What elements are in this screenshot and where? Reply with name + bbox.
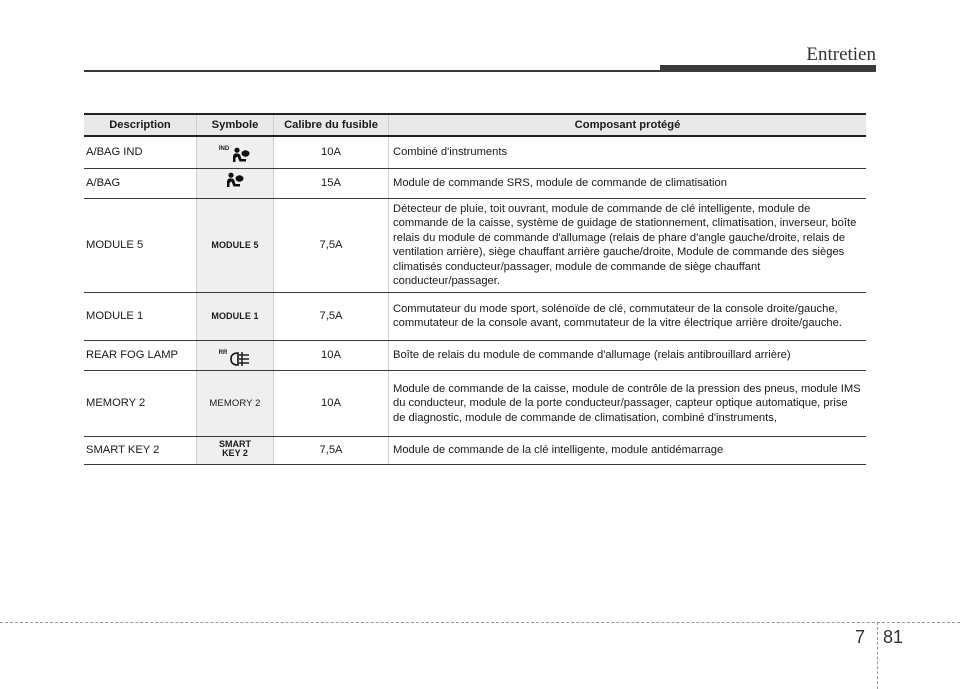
cell-protected-component: Module de commande de la caisse, module de contrôle de la pression des pneus, module IMS du conducteur, module de la porte conducteur/passager, capteur optique automatique, prise de diagnostic, module de commande de climatisation, combiné d'instruments, [389,370,867,436]
table-row [84,436,866,464]
cell-fuse-rating: 10A [274,370,389,436]
cell-protected-component: Combiné d'instruments [389,136,867,169]
fuse-table [84,113,866,465]
page-number: 81 [883,627,904,647]
cell-fuse-rating: 10A [274,340,389,370]
cell-fuse-rating: 15A [274,169,389,199]
table-row [84,136,866,169]
cell-description: SMART KEY 2 [84,436,197,464]
cell-symbol [197,136,274,169]
airbag-icon [224,172,246,190]
symbol-label: MEMORY 2 [209,398,261,410]
cell-protected-component: Boîte de relais du module de commande d'allumage (relais antibrouillard arrière) [389,340,867,370]
page-header-title: Entretien [806,44,876,65]
symbol-tag: IND [218,146,230,152]
table-row [84,292,866,340]
table-header-row [84,114,866,136]
footer-page-separator [877,622,878,689]
cell-symbol [197,169,274,199]
airbag-ind-icon [231,147,251,165]
symbol-label [219,440,251,459]
cell-symbol [197,292,274,340]
cell-description: A/BAG IND [84,136,197,169]
cell-symbol [197,436,274,464]
rear-fog-lamp-icon [229,351,251,367]
cell-symbol [197,340,274,370]
cell-symbol [197,370,274,436]
cell-fuse-rating: 10A [274,136,389,169]
cell-description: MEMORY 2 [84,370,197,436]
cell-symbol [197,198,274,292]
cell-description: MODULE 1 [84,292,197,340]
table-row [84,370,866,436]
cell-protected-component: Commutateur du mode sport, solénoïde de clé, commutateur de la console droite/gauche, commutateur de la console avant, commutateur de la vitre électrique arrière droite/gauche. [389,292,867,340]
cell-protected-component: Détecteur de pluie, toit ouvrant, module de commande de clé intelligente, module de commande de la caisse, système de guidage de stationnement, climatisation, inverseur, boîte relais du module de commande d'allumage (relais de phare d'angle gauche/droite, relais de ventilation arrière), siège chauffant arrière gauche/droite, Module de commande des sièges climatisés conducteur/passager, module de commande de siège chauffant conducteur/passager. [389,198,867,292]
table-row [84,169,866,199]
column-header-protected-component: Composant protégé [389,114,867,136]
column-header-fuse-rating: Calibre du fusible [274,114,389,136]
cell-protected-component: Module de commande de la clé intelligente, module antidémarrage [389,436,867,464]
symbol-label: MODULE 1 [211,311,259,322]
footer-dashed-rule [0,622,960,623]
cell-protected-component: Module de commande SRS, module de commande de climatisation [389,169,867,199]
cell-fuse-rating: 7,5A [274,436,389,464]
column-header-symbol: Symbole [197,114,274,136]
symbol-label-line2: KEY 2 [222,448,248,459]
table-row [84,340,866,370]
header-rule-accent [660,65,876,72]
cell-description: REAR FOG LAMP [84,340,197,370]
symbol-label-line1: SMART [219,438,251,449]
cell-description: MODULE 5 [84,198,197,292]
table-row [84,198,866,292]
column-header-description: Description [84,114,197,136]
symbol-label: MODULE 5 [211,239,259,250]
cell-description: A/BAG [84,169,197,199]
chapter-number: 7 [855,627,866,647]
symbol-tag: RR [218,349,228,356]
cell-fuse-rating: 7,5A [274,198,389,292]
cell-fuse-rating: 7,5A [274,292,389,340]
header-rule [84,70,660,72]
